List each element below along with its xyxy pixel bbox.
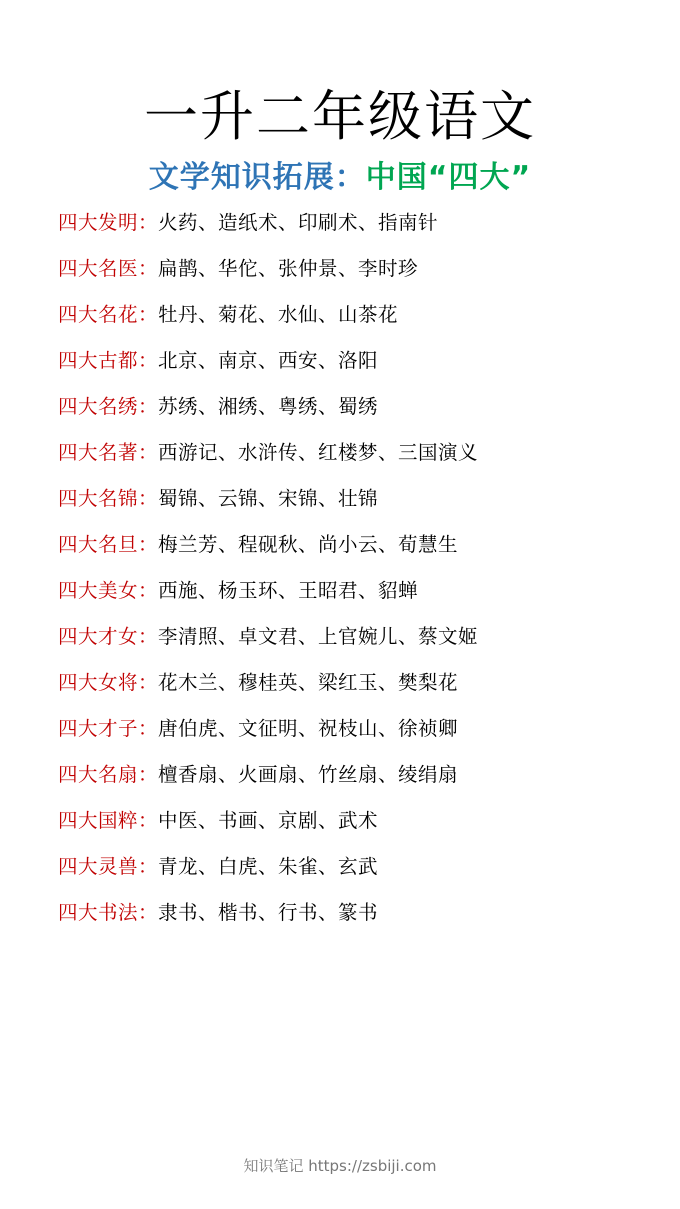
list-item-colon: ： bbox=[138, 901, 159, 924]
list-item-colon: ： bbox=[138, 809, 159, 832]
list-item-content: 蜀锦、云锦、宋锦、壮锦 bbox=[158, 487, 379, 510]
knowledge-list bbox=[58, 206, 658, 942]
list-item-content: 牡丹、菊花、水仙、山茶花 bbox=[158, 303, 399, 326]
list-item-content: 唐伯虎、文征明、祝枝山、徐祯卿 bbox=[158, 717, 459, 740]
list-item-colon: ： bbox=[138, 395, 159, 418]
list-item bbox=[58, 850, 658, 896]
list-item-colon: ： bbox=[138, 487, 159, 510]
list-item-colon: ： bbox=[138, 349, 159, 372]
list-item-content: 檀香扇、火画扇、竹丝扇、绫绢扇 bbox=[158, 763, 459, 786]
list-item bbox=[58, 482, 658, 528]
list-item-colon: ： bbox=[138, 441, 159, 464]
list-item-label: 四大名旦 bbox=[58, 533, 139, 556]
list-item bbox=[58, 896, 658, 942]
list-item-label: 四大国粹 bbox=[58, 809, 139, 832]
list-item-colon: ： bbox=[138, 763, 159, 786]
list-item bbox=[58, 344, 658, 390]
list-item-label: 四大名著 bbox=[58, 441, 139, 464]
list-item-colon: ： bbox=[138, 625, 159, 648]
list-item-colon: ： bbox=[138, 533, 159, 556]
list-item-content: 青龙、白虎、朱雀、玄武 bbox=[158, 855, 379, 878]
list-item-label: 四大名绣 bbox=[58, 395, 139, 418]
list-item-content: 隶书、楷书、行书、篆书 bbox=[158, 901, 379, 924]
list-item-label: 四大美女 bbox=[58, 579, 139, 602]
list-item-content: 西施、杨玉环、王昭君、貂蝉 bbox=[158, 579, 419, 602]
list-item-content: 扁鹊、华佗、张仲景、李时珍 bbox=[158, 257, 419, 280]
list-item-label: 四大名扇 bbox=[58, 763, 139, 786]
list-item-colon: ： bbox=[138, 579, 159, 602]
list-item-label: 四大发明 bbox=[58, 211, 139, 234]
list-item-content: 中医、书画、京剧、武术 bbox=[158, 809, 379, 832]
list-item bbox=[58, 620, 658, 666]
list-item-label: 四大名锦 bbox=[58, 487, 139, 510]
footer-watermark: 知识笔记 https://zsbiji.com bbox=[243, 1157, 437, 1175]
list-item bbox=[58, 574, 658, 620]
subtitle-blue-part: 文学知识拓展： bbox=[148, 160, 366, 195]
list-item-colon: ： bbox=[138, 855, 159, 878]
list-item bbox=[58, 206, 658, 252]
list-item-label: 四大灵兽 bbox=[58, 855, 139, 878]
list-item bbox=[58, 804, 658, 850]
list-item-content: 北京、南京、西安、洛阳 bbox=[158, 349, 379, 372]
list-item-colon: ： bbox=[138, 257, 159, 280]
list-item-label: 四大古都 bbox=[58, 349, 139, 372]
list-item-label: 四大才子 bbox=[58, 717, 139, 740]
list-item-content: 苏绣、湘绣、粤绣、蜀绣 bbox=[158, 395, 379, 418]
list-item bbox=[58, 252, 658, 298]
list-item-label: 四大才女 bbox=[58, 625, 139, 648]
list-item-label: 四大书法 bbox=[58, 901, 139, 924]
list-item-colon: ： bbox=[138, 211, 159, 234]
subtitle-green-part: 中国“四大” bbox=[365, 160, 532, 195]
list-item-content: 李清照、卓文君、上官婉儿、蔡文姬 bbox=[158, 625, 479, 648]
page-subtitle bbox=[0, 156, 680, 200]
list-item bbox=[58, 528, 658, 574]
list-item bbox=[58, 390, 658, 436]
list-item-content: 西游记、水浒传、红楼梦、三国演义 bbox=[158, 441, 479, 464]
list-item-content: 花木兰、穆桂英、梁红玉、樊梨花 bbox=[158, 671, 459, 694]
list-item bbox=[58, 436, 658, 482]
list-item bbox=[58, 666, 658, 712]
list-item-content: 梅兰芳、程砚秋、尚小云、荀慧生 bbox=[158, 533, 459, 556]
list-item bbox=[58, 298, 658, 344]
list-item-content: 火药、造纸术、印刷术、指南针 bbox=[158, 211, 439, 234]
list-item-label: 四大女将 bbox=[58, 671, 139, 694]
list-item bbox=[58, 758, 658, 804]
page-title: 一升二年级语文 bbox=[144, 85, 536, 148]
list-item-colon: ： bbox=[138, 303, 159, 326]
list-item-label: 四大名花 bbox=[58, 303, 139, 326]
list-item-label: 四大名医 bbox=[58, 257, 139, 280]
list-item bbox=[58, 712, 658, 758]
list-item-colon: ： bbox=[138, 671, 159, 694]
list-item-colon: ： bbox=[138, 717, 159, 740]
